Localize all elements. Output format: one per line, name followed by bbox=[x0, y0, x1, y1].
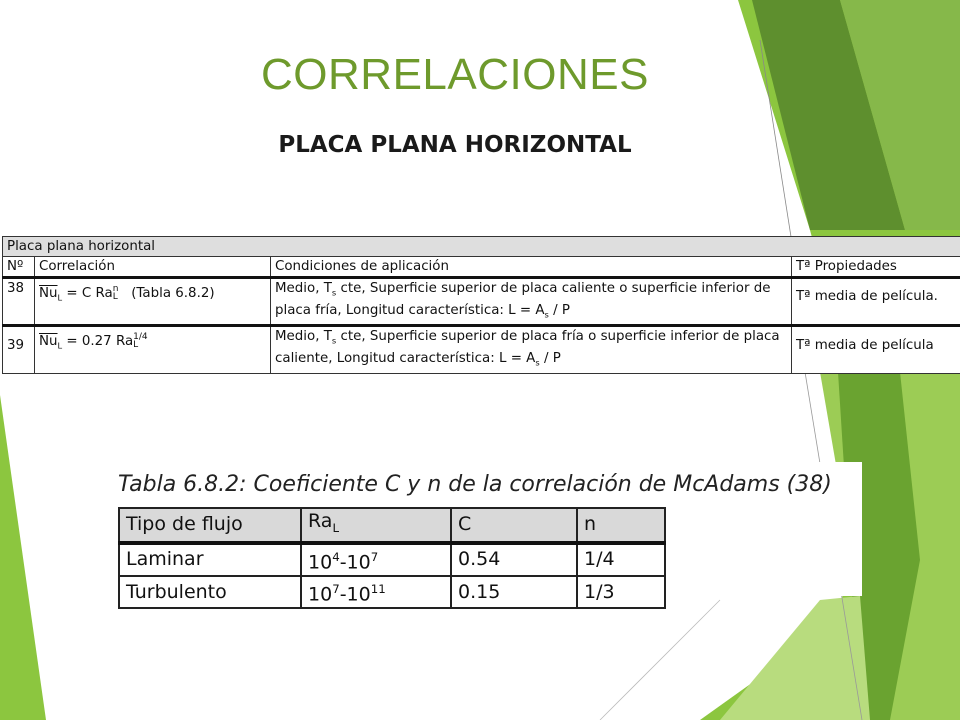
condition-text: cte, Superficie superior de placa caliente o superficie inferior de placa fría, Longitud característica: L = A bbox=[275, 281, 771, 318]
row-properties: Tª media de película bbox=[792, 326, 960, 373]
nu-subscript: L bbox=[57, 341, 63, 352]
row-properties: Tª media de película. bbox=[792, 278, 960, 326]
row-c-value: 0.54 bbox=[451, 543, 577, 576]
row-conditions bbox=[271, 326, 792, 373]
condition-text: / P bbox=[539, 351, 561, 367]
ra-exponent: 11 bbox=[370, 582, 386, 597]
table-row bbox=[3, 326, 960, 373]
nu-subscript: L bbox=[57, 292, 63, 303]
ra-base: 10 bbox=[308, 551, 333, 574]
table-row bbox=[119, 543, 665, 576]
header-correlation: Correlación bbox=[35, 257, 271, 278]
ra-exponent: 1/4 bbox=[133, 332, 148, 343]
mcadams-table-panel bbox=[110, 462, 862, 606]
correlation-equation: = 0.27 Ra bbox=[62, 334, 134, 350]
row-correlation bbox=[35, 278, 271, 326]
ra-exponent: 4 bbox=[332, 549, 340, 564]
ra-exponent: 7 bbox=[370, 549, 379, 564]
page-subtitle: PLACA PLANA HORIZONTAL bbox=[278, 132, 632, 158]
ra-label: Ra bbox=[308, 510, 333, 532]
header-ra bbox=[301, 508, 451, 543]
row-correlation bbox=[35, 326, 271, 373]
condition-subscript: s bbox=[535, 357, 540, 368]
row-ra-range bbox=[301, 576, 451, 608]
nu-symbol: $\overline{Nu}$ bbox=[39, 334, 58, 350]
table-caption-row bbox=[3, 237, 960, 257]
correlation-table bbox=[2, 236, 960, 374]
header-n: n bbox=[577, 508, 665, 543]
condition-subscript: s bbox=[331, 336, 337, 347]
header-num: Nº bbox=[3, 257, 35, 278]
table-row bbox=[3, 278, 960, 326]
table-row bbox=[119, 576, 665, 608]
condition-text: Medio, T bbox=[275, 329, 332, 345]
condition-subscript: s bbox=[544, 309, 549, 320]
correlation-equation: = C Ra bbox=[62, 286, 113, 301]
page-title: CORRELACIONES bbox=[261, 50, 649, 99]
row-num: 38 bbox=[3, 278, 35, 326]
condition-subscript: s bbox=[331, 287, 337, 298]
row-flow-type: Turbulento bbox=[119, 576, 301, 608]
header-c: C bbox=[451, 508, 577, 543]
header-conditions: Condiciones de aplicación bbox=[271, 257, 792, 278]
ra-exponent: n bbox=[112, 284, 119, 294]
row-ra-range bbox=[301, 543, 451, 576]
row-n-value: 1/4 bbox=[577, 543, 665, 576]
header-flow-type: Tipo de flujo bbox=[119, 508, 301, 543]
condition-text: / P bbox=[548, 302, 570, 318]
left-green-band bbox=[0, 395, 46, 720]
ra-subscript: L bbox=[133, 340, 139, 351]
nu-symbol: $\overline{Nu}$ bbox=[39, 286, 58, 301]
row-num: 39 bbox=[3, 326, 35, 373]
table-header-row bbox=[3, 257, 960, 278]
header-properties: Tª Propiedades bbox=[792, 257, 960, 278]
row-c-value: 0.15 bbox=[451, 576, 577, 608]
row-n-value: 1/3 bbox=[577, 576, 665, 608]
table-header-row bbox=[119, 508, 665, 543]
ra-label-subscript: L bbox=[332, 520, 339, 535]
thin-line-3 bbox=[600, 600, 720, 720]
mcadams-table bbox=[118, 507, 666, 609]
row-conditions bbox=[271, 278, 792, 326]
ra-exponent: 7 bbox=[332, 582, 340, 597]
table-reference: (Tabla 6.8.2) bbox=[131, 286, 215, 301]
ra-base: 10 bbox=[308, 583, 333, 606]
condition-text: Medio, T bbox=[275, 281, 332, 296]
table-caption: Placa plana horizontal bbox=[3, 237, 960, 257]
ra-base: -10 bbox=[339, 583, 371, 606]
ra-subscript: L bbox=[112, 292, 118, 302]
row-flow-type: Laminar bbox=[119, 543, 301, 576]
right-bottom-pale bbox=[720, 596, 870, 720]
condition-text: cte, Superficie superior de placa fría o superficie inferior de placa caliente, Longitud característica: L = A bbox=[275, 329, 780, 367]
ra-base: -10 bbox=[339, 551, 371, 574]
mcadams-table-caption: Tabla 6.8.2: Coeficiente C y n de la correlación de McAdams (38) bbox=[118, 472, 832, 497]
